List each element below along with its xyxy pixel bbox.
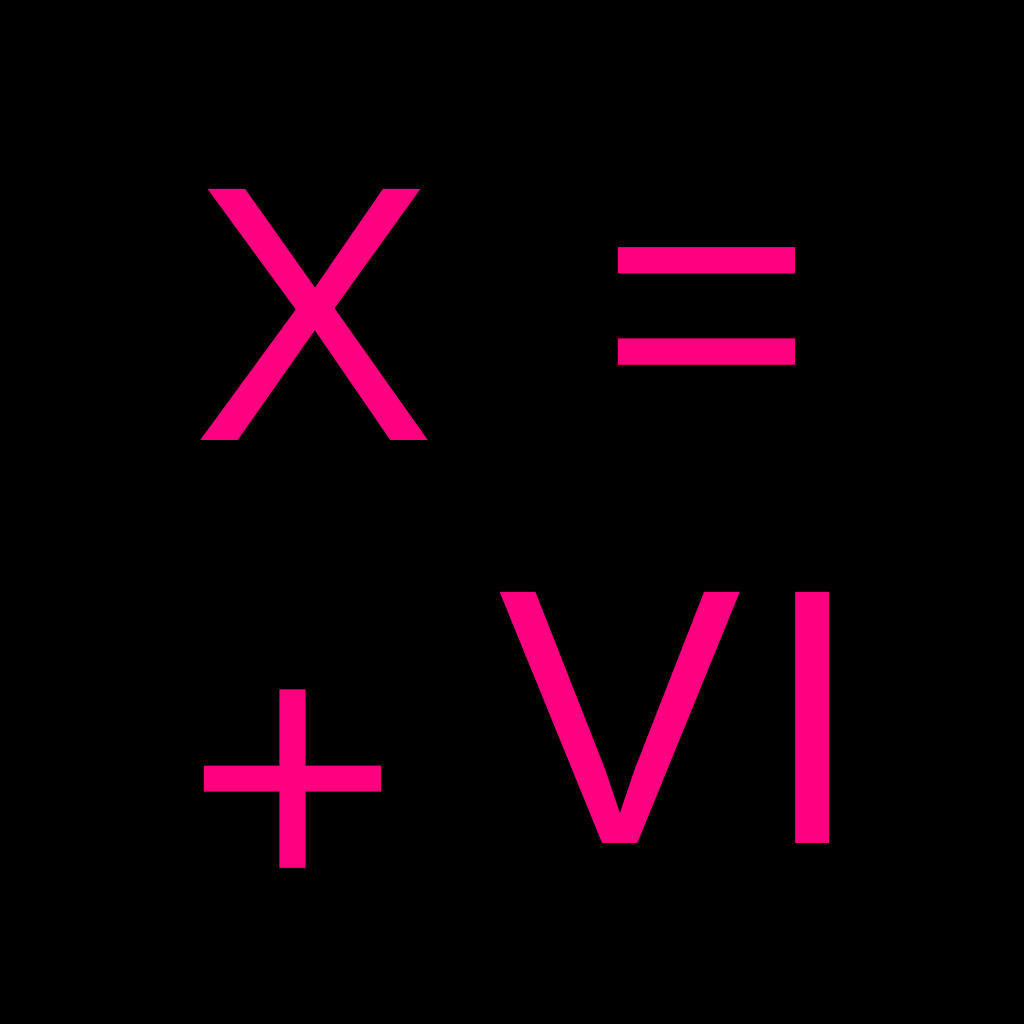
numeral-vi: VI	[498, 514, 883, 921]
numeral-x: X	[192, 111, 436, 518]
equals-sign: =	[600, 97, 814, 504]
plus-sign: +	[186, 571, 400, 978]
